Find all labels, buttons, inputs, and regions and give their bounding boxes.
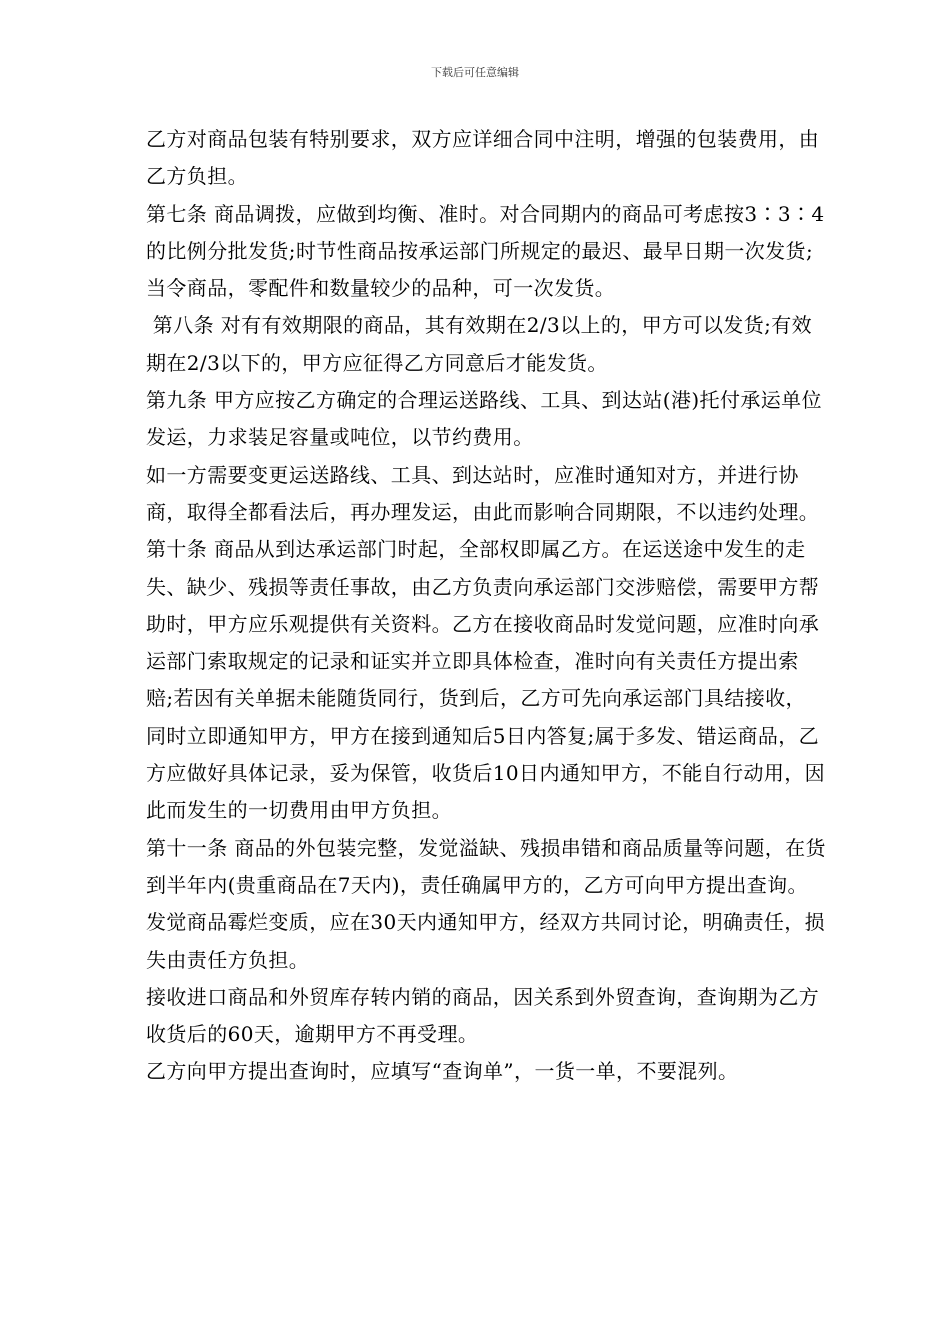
page-header-note: 下载后可任意编辑: [431, 66, 519, 79]
contract-body: [146, 121, 826, 1091]
paragraph-route-change: 如一方需要变更运送路线、工具、到达站时，应准时通知对方，并进行协商，取得全都看法后，再办理发运，由此而影响合同期限，不以违约处理。: [146, 462, 820, 524]
paragraph-import-goods: 接收进口商品和外贸库存转内销的商品，因关系到外贸查询，查询期为乙方收货后的60天，逾期甲方不再受理。: [146, 984, 820, 1047]
paragraph-spoilage: 发觉商品霉烂变质，应在30天内通知甲方，经双方共同讨论，明确责任，损失由责任方负担。: [146, 910, 826, 972]
paragraph-article-8: 第八条 对有有效期限的商品，其有效期在2/3以上的，甲方可以发货;有效期在2/3以下的，甲方应征得乙方同意后才能发货。: [146, 313, 813, 375]
paragraph-article-11: 第十一条 商品的外包装完整，发觉溢缺、残损串错和商品质量等问题，在货到半年内(贵重商品在7天内)，责任确属甲方的，乙方可向甲方提出查询。: [146, 835, 826, 897]
paragraph-article-9: 第九条 甲方应按乙方确定的合理运送路线、工具、到达站(港)托付承运单位发运，力求装足容量或吨位，以节约费用。: [146, 388, 822, 450]
paragraph-article-7: 第七条 商品调拨，应做到均衡、准时。对合同期内的商品可考虑按3∶3∶4的比例分批发货;时节性商品按承运部门所规定的最迟、最早日期一次发货;当令商品，零配件和数量较少的品种，可一次发货。: [146, 201, 825, 301]
paragraph-query-form: 乙方向甲方提出查询时，应填写“查询单”，一货一单，不要混列。: [146, 1059, 739, 1084]
paragraph-article-10: 第十条 商品从到达承运部门时起，全部权即属乙方。在运送途中发生的走失、缺少、残损等责任事故，由乙方负责向承运部门交涉赔偿，需要甲方帮助时，甲方应乐观提供有关资料。乙方在接收商品时发觉问题，应准时向承运部门索取规定的记录和证实并立即具体检查，准时向有关责任方提出索赔;若因有关单据未能随货同行，货到后，乙方可先向承运部门具结接收，同时立即通知甲方，甲方在接到通知后5日内答复;属于多发、错运商品，乙方应做好具体记录，妥为保管，收货后10日内通知甲方，不能自行动用，因此而发生的一切费用由甲方负担。: [146, 537, 826, 823]
paragraph-packaging: 乙方对商品包装有特别要求，双方应详细合同中注明，增强的包装费用，由乙方负担。: [146, 127, 820, 189]
